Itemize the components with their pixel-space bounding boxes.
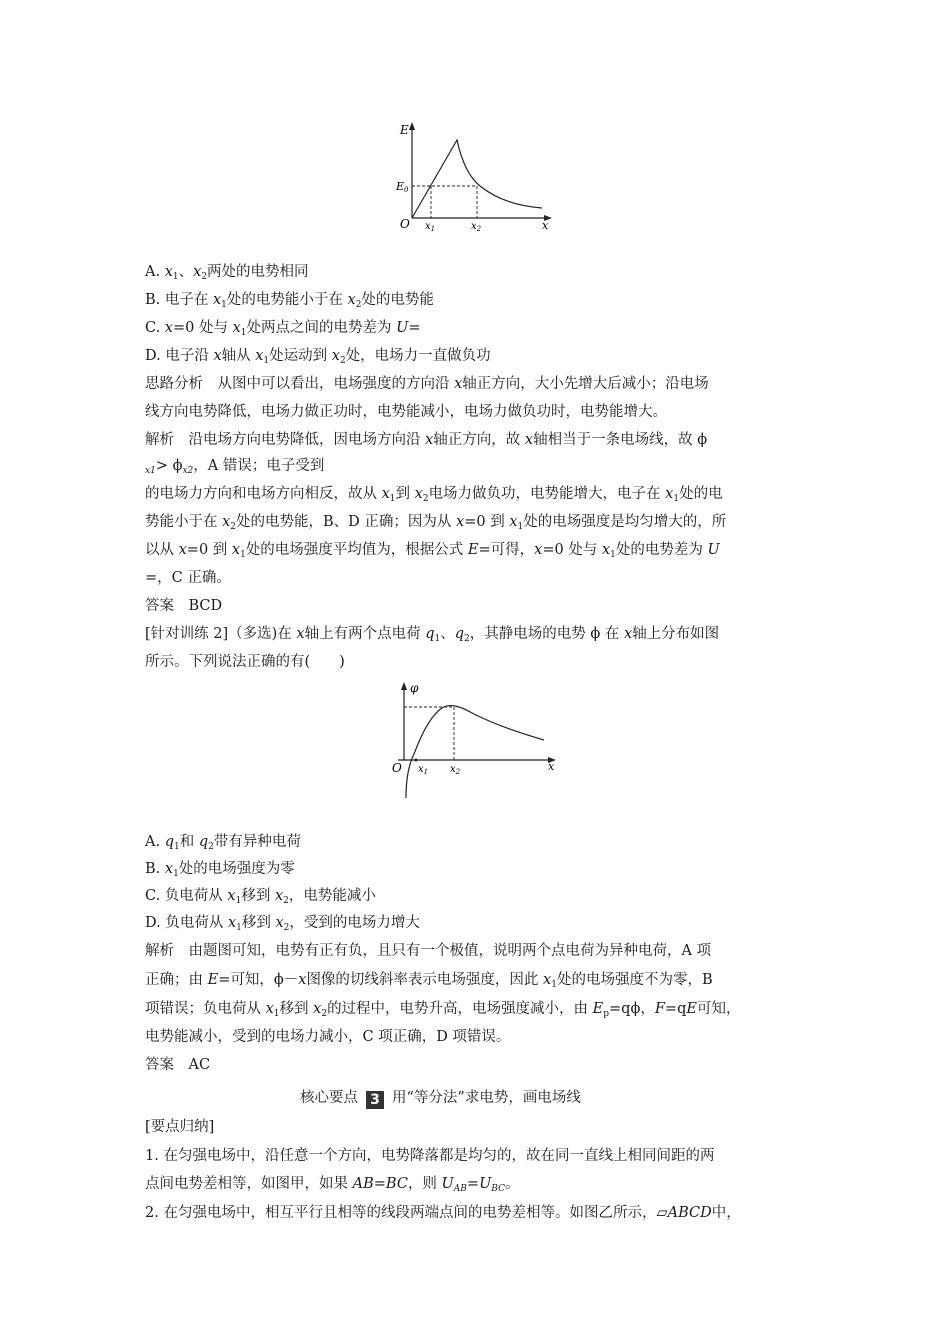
q2-analysis-line1: 解析 由题图可知，电势有正有负，且只有一个极值，说明两个点电荷为异种电荷，A 项 xyxy=(145,943,712,959)
origin-label: O xyxy=(400,217,410,231)
x-axis-label: x xyxy=(542,219,549,232)
phi-axis-arrow xyxy=(401,682,407,690)
q2-option-d: D. 负电荷从 $x_1$移到 $x_2$，受到的电场力增大 xyxy=(145,915,420,933)
x2-label: $x_2$ xyxy=(471,221,482,233)
q2-analysis-line4: 电势能减小，受到的电场力减小，C 项正确，D 项错误。 xyxy=(145,1029,511,1045)
key-point-2-line1: 2. 在匀强电场中，相互平行且相等的线段两端点间的电势差相等。如图乙所示，▱ABCD中， xyxy=(145,1205,741,1221)
x1-point xyxy=(415,759,418,762)
q1-answer: 答案 BCD xyxy=(145,598,223,614)
q1-analysis-line4: 势能小于在 $x_2$处的电势能，B、D 正确；因为从 x=0 到 $x_1$处的电场强度是均匀增大的，所 xyxy=(145,514,727,532)
q1-option-a: A. $x_1$、$x_2$两处的电势相同 xyxy=(145,264,309,282)
x1-label: $x_1$ xyxy=(425,221,436,233)
key-points-tag: [要点归纳] xyxy=(145,1119,215,1135)
q1-option-d: D. 电子沿 x轴从 $x_1$处运动到 $x_2$处，电场力一直做负功 xyxy=(145,348,491,366)
q1-analysis-line5: 以从 x=0 到 $x_1$处的电场强度平均值为，根据公式 E=可得，x=0 处与 $x_1$处的电势差为 U xyxy=(145,542,720,560)
x-axis-label: x xyxy=(548,760,555,773)
q1-thinking-line2: 线方向电势降低，电场力做正功时，电势能减小，电场力做负功时，电势能增大。 xyxy=(145,404,667,420)
q2-analysis-line3: 项错误；负电荷从 $x_1$移到 $x_2$的过程中，电势升高，电场强度减小，由 $E_p=q\phi$，F=qE可知， xyxy=(145,1001,741,1019)
x1-label: $x_1$ xyxy=(418,764,429,776)
q1-analysis-line3: 的电场力方向和电场方向相反，故从 $x_1$到 $x_2$电场力做负功，电势能增大，电子在 $x_1$处的电 xyxy=(145,486,723,504)
key-point-1-line1: 1. 在匀强电场中，沿任意一个方向，电势降落都是均匀的，故在同一直线上相同间距的两 xyxy=(145,1148,715,1164)
phi-curve xyxy=(406,706,544,798)
q1-thinking-line1: 思路分析 从图中可以看出，电场强度的方向沿 x轴正方向，大小先增大后减小；沿电场 xyxy=(145,376,709,392)
q2-heading-line1: [针对训练 2]（多选)在 x轴上有两个点电荷 $q_1$、$q_2$，其静电场的电势 ϕ 在 x轴上分布如图 xyxy=(145,626,720,644)
e0-label: E0 xyxy=(396,180,409,194)
phi-x-graph xyxy=(388,676,563,804)
q2-heading-line2: 所示。下列说法正确的有( ) xyxy=(145,654,345,670)
q2-analysis-line2: 正确；由 E=可知，ϕ－x图像的切线斜率表示电场强度，因此 $x_1$处的电场强度不为零，B xyxy=(145,972,713,990)
q1-analysis-line6: =，C 正确。 xyxy=(145,570,231,586)
q2-option-a: A. $q_1$和 $q_2$带有异种电荷 xyxy=(145,834,301,852)
q1-analysis-line1: 解析 沿电场方向电势降低，因电场方向沿 x轴正方向，故 x轴相当于一条电场线，故 ϕ xyxy=(145,432,708,448)
q1-option-c: C. x=0 处与 $x_1$处两点之间的电势差为 U= xyxy=(145,320,421,338)
q2-option-b: B. $x_1$处的电场强度为零 xyxy=(145,861,295,879)
x2-label: $x_2$ xyxy=(450,764,461,776)
origin-label: O xyxy=(392,761,402,775)
q2-option-c: C. 负电荷从 $x_1$移到 $x_2$，电势能减小 xyxy=(145,888,376,906)
e-axis-arrow xyxy=(409,122,415,130)
q2-answer: 答案 AC xyxy=(145,1057,211,1073)
e-x-graph xyxy=(390,118,560,236)
q1-analysis-line2: $_{x1}> \phi_{x2}$，A 错误；电子受到 xyxy=(145,458,325,476)
key-point-1-line2: 点间电势差相等，如图甲，如果 AB=BC，则 $U_{AB}=U_{BC}$。 xyxy=(145,1176,520,1194)
q1-option-b: B. 电子在 $x_1$处的电势能小于在 $x_2$处的电势能 xyxy=(145,292,434,310)
section-heading: 核心要点 3 用“等分法”求电势，画电场线 xyxy=(300,1090,581,1108)
phi-axis-label: φ xyxy=(410,681,419,695)
section-number-badge: 3 xyxy=(366,1091,384,1109)
e-axis-label: E xyxy=(400,123,409,137)
